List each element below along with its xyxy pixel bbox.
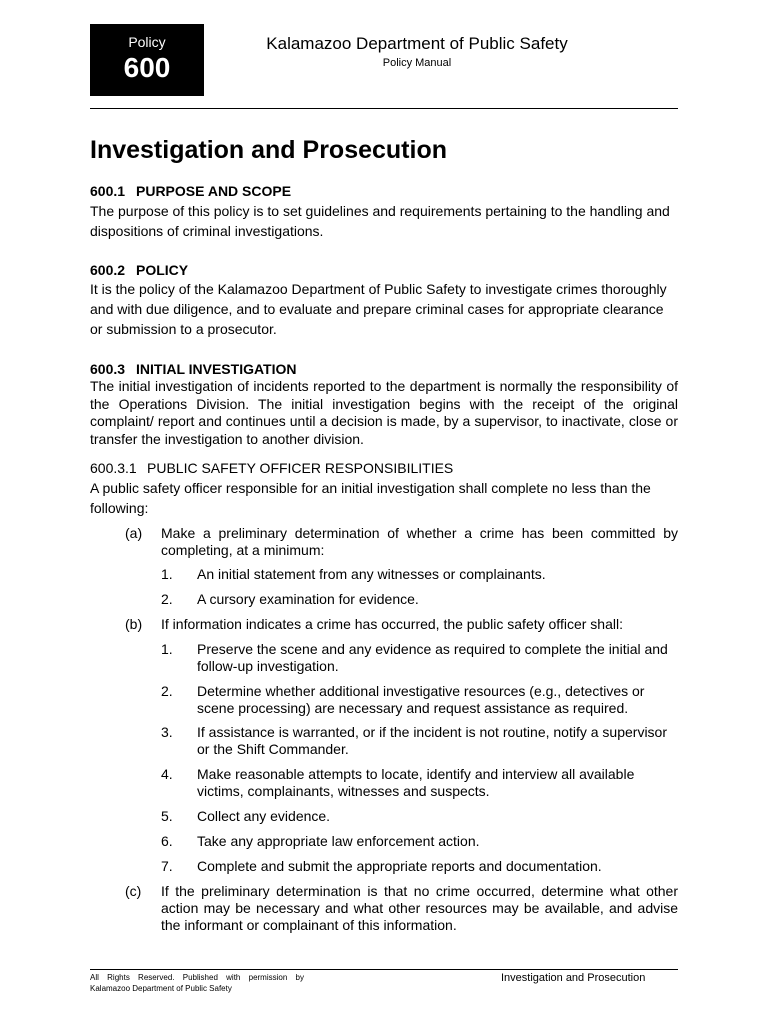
section-body-600-1: The purpose of this policy is to set guidelines and requirements pertaining to the handling and dispositions of criminal investigations. bbox=[90, 203, 670, 239]
manual-name: Policy Manual bbox=[382, 57, 452, 69]
policy-label: Policy bbox=[128, 34, 166, 50]
sub-item-number: 6. bbox=[161, 833, 173, 849]
section-title: POLICY bbox=[136, 262, 189, 278]
section-body-600-2: It is the policy of the Kalamazoo Department of Public Safety to investigate crimes thoroughly and with due diligence, and to evaluate and prepare criminal cases for appropriate clearance or submission to a prosecutor. bbox=[90, 281, 667, 337]
sub-item-number: 7. bbox=[161, 858, 173, 874]
sub-item-text: A cursory examination for evidence. bbox=[197, 591, 419, 607]
list-label-b: (b) bbox=[125, 616, 143, 632]
sub-item-number: 3. bbox=[161, 724, 173, 740]
sub-item-text: Make reasonable attempts to locate, identify and interview all available victims, complainants, witnesses and suspects. bbox=[197, 766, 635, 799]
sub-item-number: 4. bbox=[161, 766, 173, 782]
page-title: Investigation and Prosecution bbox=[90, 136, 447, 164]
section-title: INITIAL INVESTIGATION bbox=[136, 361, 297, 377]
sub-item-text: Complete and submit the appropriate reports and documentation. bbox=[197, 858, 602, 874]
section-number: 600.2 bbox=[90, 262, 126, 278]
list-item-a: Make a preliminary determination of whether a crime has been committed by completing, at a minimum: bbox=[161, 525, 678, 558]
sub-item-text: Take any appropriate law enforcement action. bbox=[197, 833, 480, 849]
list-label-c: (c) bbox=[125, 883, 142, 899]
sub-item-number: 1. bbox=[161, 641, 173, 657]
sub-item-number: 5. bbox=[161, 808, 173, 824]
sub-item-number: 2. bbox=[161, 591, 173, 607]
sub-item-text: Collect any evidence. bbox=[197, 808, 331, 824]
section-body-600-3: The initial investigation of incidents reported to the department is normally the responsibility of the Operations Division. The initial investigation begins with the receipt of the original complaint/ report and continues until a decision is made, by a supervisor, to inactivate, close or transfer the investigation to another division. bbox=[90, 378, 678, 447]
header-divider bbox=[90, 108, 678, 109]
organization-name: Kalamazoo Department of Public Safety bbox=[266, 34, 568, 53]
footer-section-title: Investigation and Prosecution bbox=[501, 972, 646, 984]
sub-item-text: Determine whether additional investigative resources (e.g., detectives or scene processing) are necessary and request assistance as required. bbox=[197, 683, 645, 716]
subsection-title: PUBLIC SAFETY OFFICER RESPONSIBILITIES bbox=[147, 460, 454, 476]
subsection-body-600-3-1: A public safety officer responsible for an initial investigation shall complete no less than the following: bbox=[90, 480, 651, 516]
footer-divider bbox=[90, 969, 678, 970]
list-label-a: (a) bbox=[125, 525, 143, 541]
sub-item-number: 1. bbox=[161, 566, 173, 582]
policy-badge bbox=[90, 24, 204, 96]
sub-item-text: An initial statement from any witnesses or complainants. bbox=[197, 566, 546, 582]
policy-number: 600 bbox=[123, 52, 171, 83]
sub-item-number: 2. bbox=[161, 683, 173, 699]
list-item-b: If information indicates a crime has occurred, the public safety officer shall: bbox=[161, 616, 623, 632]
list-item-c: If the preliminary determination is that no crime occurred, determine what other action may be necessary and what other resources may be available, and advise the informant or complainant of this information. bbox=[161, 883, 678, 933]
section-number: 600.1 bbox=[90, 183, 126, 199]
footer-rights: All Rights Reserved. Published with permission by Kalamazoo Department of Public Safety bbox=[90, 973, 304, 993]
subsection-number: 600.3.1 bbox=[90, 460, 137, 476]
section-heading-600-2 bbox=[90, 262, 188, 278]
section-heading-600-3 bbox=[90, 361, 297, 377]
sub-item-text: If assistance is warranted, or if the incident is not routine, notify a supervisor or the Shift Commander. bbox=[197, 724, 668, 757]
subsection-heading-600-3-1 bbox=[90, 460, 453, 476]
section-heading-600-1 bbox=[90, 183, 291, 199]
section-number: 600.3 bbox=[90, 361, 126, 377]
sub-item-text: Preserve the scene and any evidence as required to complete the initial and follow-up investigation. bbox=[197, 641, 668, 674]
section-title: PURPOSE AND SCOPE bbox=[136, 183, 292, 199]
